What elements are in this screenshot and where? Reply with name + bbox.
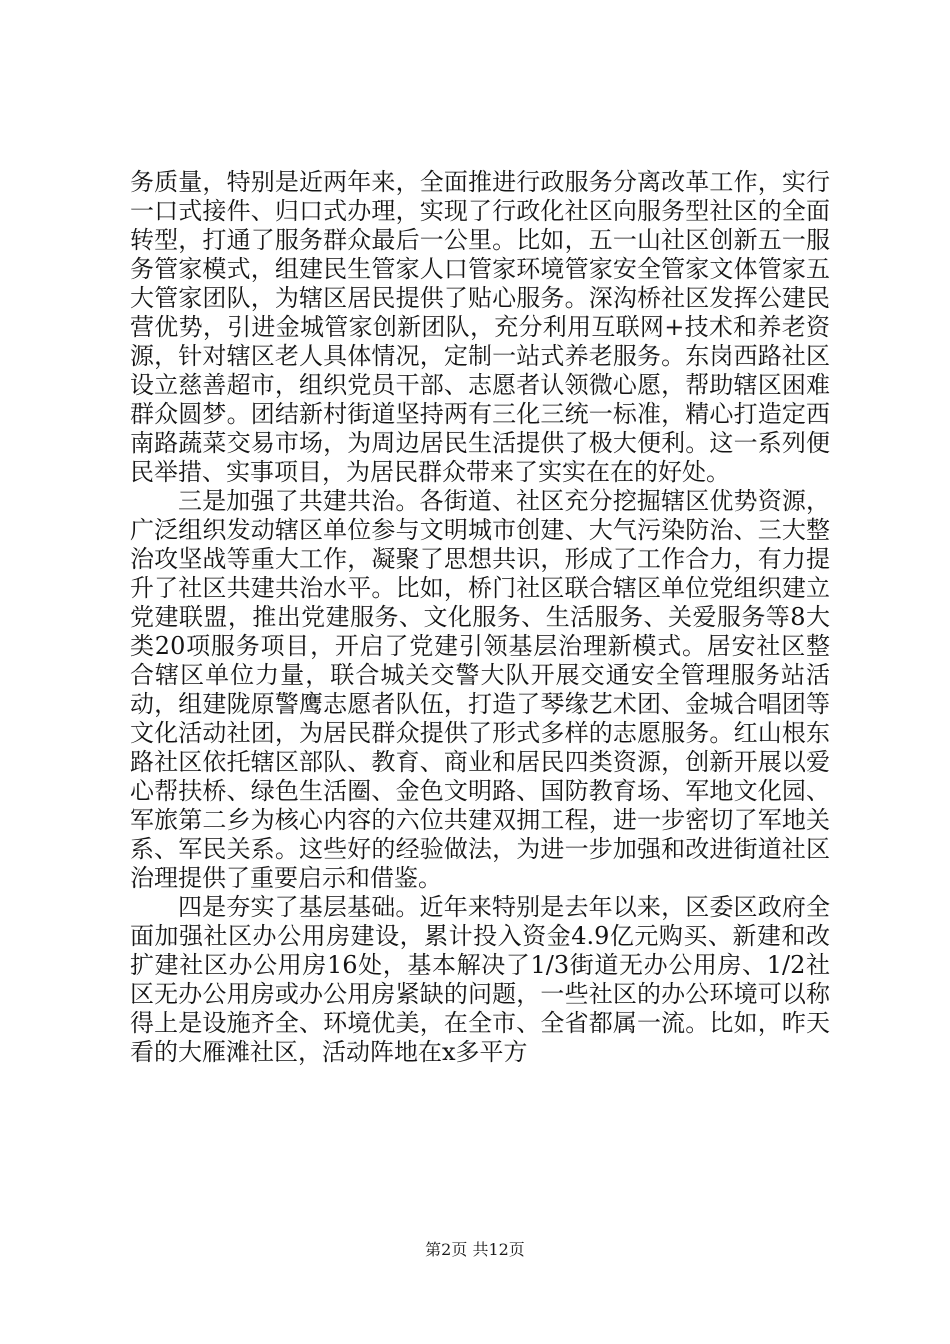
- document-body: [130, 168, 830, 1067]
- paragraph-2: 三是加强了共建共治。各街道、社区充分挖掘辖区优势资源，广泛组织发动辖区单位参与文明城市创建、大气污染防治、三大整治攻坚战等重大工作，凝聚了思想共识，形成了工作合力，有力提升了社区共建共治水平。比如，桥门社区联合辖区单位党组织建立党建联盟，推出党建服务、文化服务、生活服务、关爱服务等8大类20项服务项目，开启了党建引领基层治理新模式。居安社区整合辖区单位力量，联合城关交警大队开展交通安全管理服务站活动，组建陇原警鹰志愿者队伍，打造了琴缘艺术团、金城合唱团等文化活动社团，为居民群众提供了形式多样的志愿服务。红山根东路社区依托辖区部队、教育、商业和居民四类资源，创新开展以爱心帮扶桥、绿色生活圈、金色文明路、国防教育场、军地文化园、军旅第二乡为核心内容的六位共建双拥工程，进一步密切了军地关系、军民关系。这些好的经验做法，为进一步加强和改进街道社区治理提供了重要启示和借鉴。: [130, 487, 830, 892]
- page-footer: 第2页 共12页: [425, 1240, 525, 1259]
- paragraph-1: 务质量，特别是近两年来，全面推进行政服务分离改革工作，实行一口式接件、归口式办理，实现了行政化社区向服务型社区的全面转型，打通了服务群众最后一公里。比如，五一山社区创新五一服务管家模式，组建民生管家人口管家环境管家安全管家文体管家五大管家团队，为辖区居民提供了贴心服务。深沟桥社区发挥公建民营优势，引进金城管家创新团队，充分利用互联网+技术和养老资源，针对辖区老人具体情况，定制一站式养老服务。东岗西路社区设立慈善超市，组织党员干部、志愿者认领微心愿，帮助辖区困难群众圆梦。团结新村街道坚持两有三化三统一标准，精心打造定西南路蔬菜交易市场，为周边居民生活提供了极大便利。这一系列便民举措、实事项目，为居民群众带来了实实在在的好处。: [130, 168, 830, 486]
- paragraph-3: 四是夯实了基层基础。近年来特别是去年以来，区委区政府全面加强社区办公用房建设，累计投入资金4.9亿元购买、新建和改扩建社区办公用房16处，基本解决了1/3街道无办公用房、1/2社区无办公用房或办公用房紧缺的问题，一些社区的办公环境可以称得上是设施齐全、环境优美，在全市、全省都属一流。比如，昨天看的大雁滩社区，活动阵地在x多平方: [130, 893, 830, 1066]
